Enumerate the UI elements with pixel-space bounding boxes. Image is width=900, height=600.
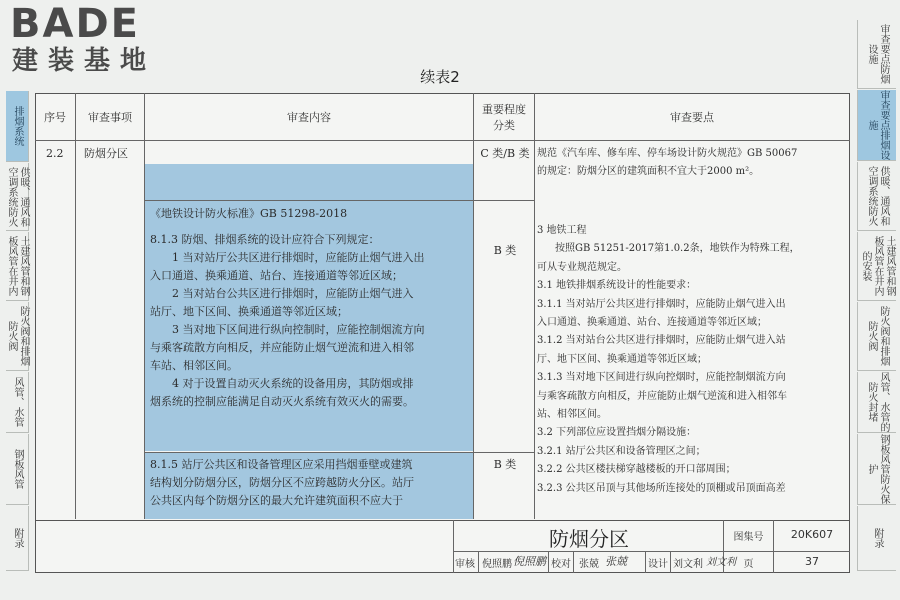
text-line: 入口通道、换乘通道、站台、连接通道等邻近区域； <box>150 269 403 282</box>
header-rule <box>35 140 850 141</box>
atlas-label: 图集号 <box>733 532 764 543</box>
text-line: 按照GB 51251-2017第1.0.2条，地铁作为特殊工程， <box>555 243 800 255</box>
text-line: 3 当对地下区间进行纵向控制时，应能控制烟流方向 <box>172 323 425 336</box>
text-line: 的规定：防烟分区的建筑面积不宜大于2000 m²。 <box>537 166 760 178</box>
left-tab-hvac-fire[interactable]: 供暖、通风和空调系统防火 <box>6 163 29 231</box>
designer-name: 刘文利 <box>673 559 703 570</box>
text-line: 4 对于设置自动灭火系统的设备用房，其防烟或排 <box>172 377 414 390</box>
row2-grade: B 类 <box>493 244 517 257</box>
text-line: 3.2 下列部位应设置挡烟分隔设施： <box>537 427 697 439</box>
designer-signature: 刘文利 <box>706 557 736 568</box>
header-grade: 重要程度分类 <box>482 102 526 132</box>
right-tab-hvac-fire[interactable]: 供暖、通风和空调系统防火 <box>857 162 896 231</box>
cell-seq: 2.2 <box>46 147 64 160</box>
row1-points <box>537 145 849 182</box>
bottom-rule <box>670 551 671 573</box>
bottom-rule <box>548 551 549 573</box>
col-rule-3 <box>473 93 474 519</box>
left-tab-fire-damper[interactable]: 防火阀和排烟防火阀 <box>6 302 29 371</box>
design-label: 设计 <box>648 559 668 570</box>
reviewer-name: 倪照鹏 <box>482 559 512 570</box>
titleblock-title: 防烟分区 <box>549 526 629 551</box>
titleblock-top-rule <box>35 520 850 521</box>
page-number: 37 <box>805 555 819 568</box>
text-line: 3.2.2 公共区楼扶梯穿越楼板的开口部周围； <box>537 464 736 476</box>
brand-logo: BADE <box>10 1 140 47</box>
col-rule-1 <box>75 93 76 519</box>
text-line: 可从专业规范规定。 <box>537 261 627 273</box>
review-label: 审核 <box>455 559 475 570</box>
left-tab-steel-duct[interactable]: 钢板风管 <box>6 434 29 505</box>
text-line: 3.1.2 当对站台公共区进行排烟时，应能防止烟气进入站 <box>537 335 786 347</box>
header-seq: 序号 <box>44 110 66 124</box>
reviewer-signature: 倪照鹏 <box>513 555 546 568</box>
header-points: 审查要点 <box>670 110 714 124</box>
text-line: 入口通道、换乘通道、站台、连接通道等邻近区域； <box>537 317 767 329</box>
bottom-rule <box>573 551 574 573</box>
page-title: 续表2 <box>420 68 460 86</box>
text-line: 3.2.1 站厅公共区和设备管理区之间； <box>537 445 706 457</box>
text-line: 与乘客疏散方向相反，并应能防止烟气逆流和进入相邻车 <box>537 390 787 402</box>
bottom-rule <box>645 551 646 573</box>
highlight-cell-row1 <box>145 164 473 200</box>
brand-subtitle: 建装基地 <box>12 46 157 76</box>
right-tab-fire-damper[interactable]: 防火阀和排烟防火阀 <box>857 302 896 371</box>
titleblock-left-rule <box>453 520 454 573</box>
header-content: 审查内容 <box>287 110 331 124</box>
text-line: 与乘客疏散方向相反，并应能防止烟气逆流和进入相邻 <box>150 341 414 354</box>
right-tab-smoke-prevention[interactable]: 审查要点防烟设施 <box>857 20 896 89</box>
header-item: 审查事项 <box>88 110 132 124</box>
text-line: 《地铁设计防火标准》GB 51298-2018 <box>150 207 348 220</box>
text-line: 3.1.1 当对站厅公共区进行排烟时，应能防止烟气进入出 <box>537 298 786 310</box>
text-line: 2 当对站台公共区进行排烟时，应能防止烟气进入 <box>172 287 414 300</box>
text-line: 结构划分防烟分区，防烟分区不应跨越防火分区。站厅 <box>150 476 414 489</box>
text-line: 车站、相邻区间。 <box>150 359 238 372</box>
right-tab-smoke-exhaust[interactable]: 审查要点排烟设施 <box>857 90 896 161</box>
cell-item: 防烟分区 <box>84 147 128 160</box>
text-line: 3.2.3 公共区吊顶与其他场所连接处的顶棚或吊顶面高差 <box>537 482 786 494</box>
bottom-rule <box>478 551 479 573</box>
row2-points <box>537 222 849 498</box>
left-tab-appendix[interactable]: 附录 <box>6 506 29 571</box>
checker-signature: 张兢 <box>605 555 627 568</box>
left-tab-smoke-exhaust[interactable]: 排烟系统 <box>6 91 29 162</box>
text-line: 8.1.3 防烟、排烟系统的设计应符合下列规定： <box>150 233 380 246</box>
page-label: 页 <box>743 559 754 570</box>
text-line: 站厅、地下区间、换乘通道等邻近区域； <box>150 305 348 318</box>
text-line: 烟系统的控制应能满足自动灭火系统有效灭火的需要。 <box>150 395 414 408</box>
row2-content <box>150 205 470 411</box>
col-rule-2 <box>144 93 145 519</box>
row3-content <box>150 456 470 510</box>
row1-grade: C 类/B 类 <box>480 147 530 160</box>
right-tab-steel-duct[interactable]: 钢板风管防火保护 <box>857 434 896 505</box>
text-line: 规范《汽车库、修车库、停车场设计防火规范》GB 50067 <box>537 148 798 159</box>
right-tab-appendix[interactable]: 附录 <box>857 506 896 571</box>
right-tab-firestop[interactable]: 风管、水管的防火封堵 <box>857 372 896 433</box>
check-label: 校对 <box>551 559 571 570</box>
row3-grade: B 类 <box>493 458 517 471</box>
right-tab-duct-shaft[interactable]: 土建风管和钢板风管在井内的安装 <box>857 232 896 301</box>
text-line: 3.1 地铁排烟系统设计的性能要求： <box>537 280 697 292</box>
text-line: 3 地铁工程 <box>537 225 587 236</box>
checker-name: 张兢 <box>579 559 599 570</box>
row2-rule <box>145 452 535 453</box>
col-rule-4 <box>534 93 535 519</box>
text-line: 3.1.3 当对地下区间进行纵向控烟时，应能控制烟流方向 <box>537 372 786 384</box>
text-line: 站、相邻区间。 <box>537 409 607 421</box>
left-tab-duct-pipe[interactable]: 风管、水管 <box>6 372 29 433</box>
atlas-number: 20K607 <box>790 528 834 541</box>
text-line: 厅、地下区间、换乘通道等邻近区域； <box>537 353 707 365</box>
left-tab-duct-shaft[interactable]: 土建风管和钢板风管在井内 <box>6 232 29 301</box>
text-line: 8.1.5 站厅公共区和设备管理区应采用挡烟垂壁或建筑 <box>150 458 413 471</box>
row1-rule <box>145 200 535 201</box>
text-line: 公共区内每个防烟分区的最大允许建筑面积不应大于 <box>150 494 403 507</box>
text-line: 1 当对站厅公共区进行排烟时，应能防止烟气进入出 <box>172 251 425 264</box>
